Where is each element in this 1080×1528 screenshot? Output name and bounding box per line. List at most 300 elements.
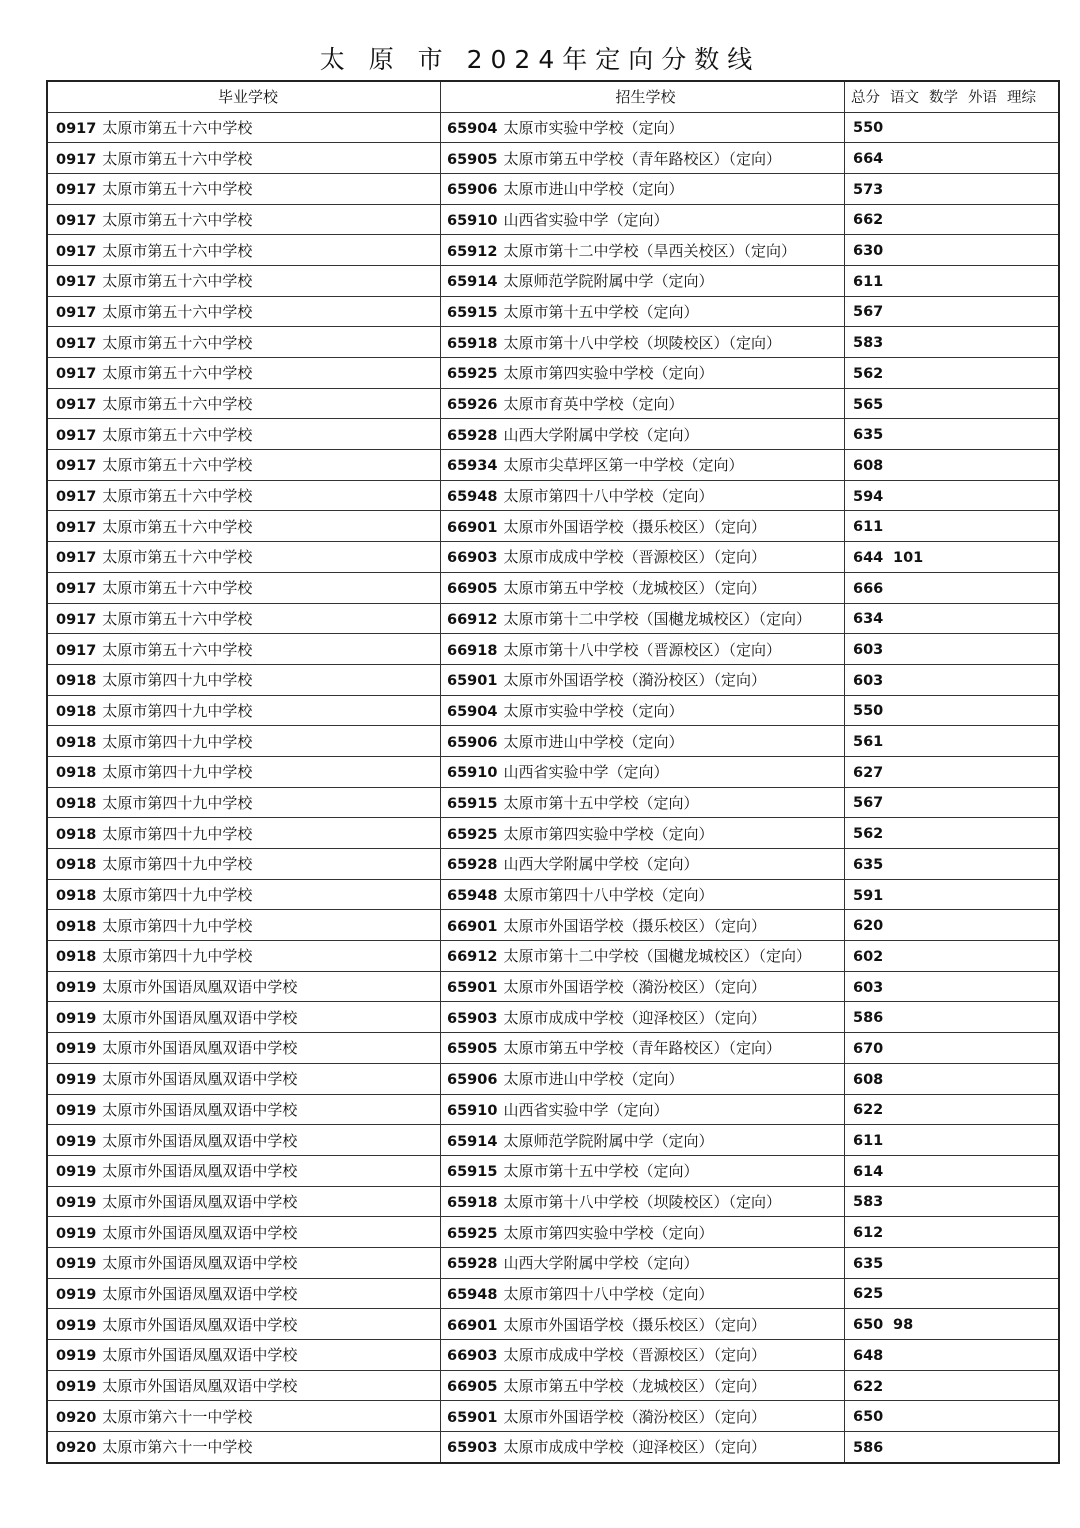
admission-school-name: 太原市成成中学校（晋源校区）（定向） xyxy=(503,1346,766,1365)
table-row xyxy=(47,235,1059,266)
graduate-school-name: 太原市第五十六中学校 xyxy=(102,118,253,137)
graduate-school-code: 0917 xyxy=(56,519,97,536)
total-score: 583 xyxy=(853,335,884,352)
admission-school-code: 66903 xyxy=(447,1348,498,1365)
total-score: 567 xyxy=(853,304,884,321)
score-cell xyxy=(845,1002,1060,1033)
admission-school-cell xyxy=(441,511,845,542)
graduate-school-name: 太原市外国语凤凰双语中学校 xyxy=(102,1070,298,1089)
admission-school-code: 65934 xyxy=(447,458,498,475)
admission-school-name: 太原市成成中学校（晋源校区）（定向） xyxy=(503,548,766,567)
graduate-school-code: 0919 xyxy=(56,1317,97,1334)
header-score-chinese: 语文 xyxy=(890,90,919,107)
score-cell xyxy=(845,327,1060,358)
admission-school-name: 太原市第五中学校（青年路校区）（定向） xyxy=(503,149,781,168)
admission-school-code: 65905 xyxy=(447,1041,498,1058)
graduate-school-cell xyxy=(47,879,441,910)
admission-school-code: 65906 xyxy=(447,1072,498,1089)
graduate-school-code: 0919 xyxy=(56,1286,97,1303)
table-row xyxy=(47,787,1059,818)
admission-school-name: 太原市第十二中学校（国樾龙城校区）（定向） xyxy=(503,609,811,628)
admission-school-name: 太原市第十八中学校（晋源校区）（定向） xyxy=(503,640,781,659)
table-row xyxy=(47,695,1059,726)
admission-school-code: 65901 xyxy=(447,673,498,690)
total-score: 627 xyxy=(853,764,884,781)
score-cell xyxy=(845,1401,1060,1432)
total-score: 648 xyxy=(853,1347,884,1364)
header-graduate-school: 毕业学校 xyxy=(47,81,441,112)
admission-school-cell xyxy=(441,849,845,880)
admission-school-cell xyxy=(441,1002,845,1033)
graduate-school-code: 0917 xyxy=(56,489,97,506)
score-cell xyxy=(845,204,1060,235)
total-score: 635 xyxy=(853,427,884,444)
admission-school-code: 65905 xyxy=(447,151,498,168)
admission-school-cell xyxy=(441,327,845,358)
score-cell xyxy=(845,511,1060,542)
admission-school-cell xyxy=(441,879,845,910)
admission-school-name: 太原市第十五中学校（定向） xyxy=(503,302,699,321)
total-score: 611 xyxy=(853,1133,884,1150)
graduate-school-name: 太原市外国语凤凰双语中学校 xyxy=(102,1192,298,1211)
graduate-school-code: 0918 xyxy=(56,765,97,782)
graduate-school-name: 太原市第四十九中学校 xyxy=(102,855,253,874)
graduate-school-code: 0919 xyxy=(56,1010,97,1027)
graduate-school-cell xyxy=(47,1002,441,1033)
graduate-school-code: 0919 xyxy=(56,1133,97,1150)
graduate-school-cell xyxy=(47,1432,441,1463)
graduate-school-code: 0917 xyxy=(56,304,97,321)
admission-school-name: 山西省实验中学（定向） xyxy=(503,763,669,782)
admission-school-cell xyxy=(441,1432,845,1463)
graduate-school-name: 太原市第五十六中学校 xyxy=(102,210,253,229)
graduate-school-code: 0917 xyxy=(56,366,97,383)
table-row xyxy=(47,1247,1059,1278)
graduate-school-code: 0918 xyxy=(56,949,97,966)
admission-school-code: 65925 xyxy=(447,366,498,383)
graduate-school-name: 太原市第五十六中学校 xyxy=(102,425,253,444)
table-row xyxy=(47,480,1059,511)
total-score: 567 xyxy=(853,795,884,812)
graduate-school-name: 太原市第五十六中学校 xyxy=(102,609,253,628)
graduate-school-cell xyxy=(47,1125,441,1156)
total-score: 562 xyxy=(853,826,884,843)
score-cell xyxy=(845,1125,1060,1156)
graduate-school-code: 0917 xyxy=(56,550,97,567)
score-cell xyxy=(845,1247,1060,1278)
admission-school-name: 太原市尖草坪区第一中学校（定向） xyxy=(503,456,744,475)
admission-school-code: 65912 xyxy=(447,243,498,260)
graduate-school-name: 太原市外国语凤凰双语中学校 xyxy=(102,1100,298,1119)
graduate-school-name: 太原市第五十六中学校 xyxy=(102,364,253,383)
admission-school-code: 65910 xyxy=(447,765,498,782)
admission-school-cell xyxy=(441,664,845,695)
graduate-school-cell xyxy=(47,818,441,849)
graduate-school-name: 太原市外国语凤凰双语中学校 xyxy=(102,1223,298,1242)
score-cell xyxy=(845,1186,1060,1217)
admission-school-cell xyxy=(441,756,845,787)
table-row xyxy=(47,296,1059,327)
graduate-school-name: 太原市第四十九中学校 xyxy=(102,886,253,905)
table-row xyxy=(47,879,1059,910)
score-cell xyxy=(845,1309,1060,1340)
score-cell xyxy=(845,910,1060,941)
graduate-school-code: 0917 xyxy=(56,611,97,628)
admission-school-code: 65928 xyxy=(447,857,498,874)
admission-school-name: 太原市进山中学校（定向） xyxy=(503,180,684,199)
graduate-school-cell xyxy=(47,1033,441,1064)
graduate-school-cell xyxy=(47,450,441,481)
admission-school-name: 太原市第五中学校（青年路校区）（定向） xyxy=(503,1039,781,1058)
graduate-school-cell xyxy=(47,910,441,941)
graduate-school-name: 太原市第五十六中学校 xyxy=(102,272,253,291)
admission-school-code: 65948 xyxy=(447,489,498,506)
graduate-school-cell xyxy=(47,388,441,419)
graduate-school-name: 太原市第五十六中学校 xyxy=(102,456,253,475)
total-score: 608 xyxy=(853,457,884,474)
total-score: 644 xyxy=(853,549,884,566)
admission-school-cell xyxy=(441,1063,845,1094)
table-row xyxy=(47,849,1059,880)
graduate-school-cell xyxy=(47,419,441,450)
score-cell xyxy=(845,1094,1060,1125)
graduate-school-code: 0917 xyxy=(56,397,97,414)
table-header-row xyxy=(47,81,1059,112)
score-cell xyxy=(845,450,1060,481)
graduate-school-code: 0919 xyxy=(56,1379,97,1396)
table-row xyxy=(47,173,1059,204)
admission-school-name: 太原市外国语学校（漪汾校区）（定向） xyxy=(503,671,766,690)
score-cell xyxy=(845,603,1060,634)
admission-school-cell xyxy=(441,603,845,634)
graduate-school-cell xyxy=(47,634,441,665)
graduate-school-code: 0917 xyxy=(56,243,97,260)
score-cell xyxy=(845,971,1060,1002)
total-score: 602 xyxy=(853,948,884,965)
table-row xyxy=(47,327,1059,358)
table-row xyxy=(47,1340,1059,1371)
graduate-school-code: 0917 xyxy=(56,212,97,229)
graduate-school-cell xyxy=(47,173,441,204)
admission-school-code: 65910 xyxy=(447,212,498,229)
score-cell xyxy=(845,235,1060,266)
admission-school-code: 66905 xyxy=(447,581,498,598)
graduate-school-cell xyxy=(47,235,441,266)
graduate-school-name: 太原市外国语凤凰双语中学校 xyxy=(102,978,298,997)
admission-school-name: 太原市实验中学校（定向） xyxy=(503,118,684,137)
admission-school-name: 太原市第十五中学校（定向） xyxy=(503,1162,699,1181)
score-cell xyxy=(845,634,1060,665)
table-row xyxy=(47,726,1059,757)
table-row xyxy=(47,634,1059,665)
total-score: 550 xyxy=(853,703,884,720)
score-cell xyxy=(845,173,1060,204)
graduate-school-cell xyxy=(47,112,441,143)
admission-school-code: 65915 xyxy=(447,304,498,321)
score-cell xyxy=(845,1370,1060,1401)
score-cell xyxy=(845,480,1060,511)
table-row xyxy=(47,1432,1059,1463)
graduate-school-name: 太原市第五十六中学校 xyxy=(102,579,253,598)
score-cell xyxy=(845,1217,1060,1248)
graduate-school-name: 太原市第五十六中学校 xyxy=(102,548,253,567)
score-cell xyxy=(845,1155,1060,1186)
graduate-school-code: 0917 xyxy=(56,182,97,199)
admission-school-name: 太原市外国语学校（漪汾校区）（定向） xyxy=(503,978,766,997)
graduate-school-code: 0919 xyxy=(56,1072,97,1089)
admission-school-code: 66901 xyxy=(447,519,498,536)
admission-school-name: 山西大学附属中学校（定向） xyxy=(503,1254,699,1273)
admission-school-code: 65904 xyxy=(447,703,498,720)
graduate-school-cell xyxy=(47,1094,441,1125)
admission-school-cell xyxy=(441,1155,845,1186)
admission-school-name: 山西大学附属中学校（定向） xyxy=(503,425,699,444)
admission-school-code: 66901 xyxy=(447,918,498,935)
admission-school-cell xyxy=(441,971,845,1002)
total-score: 670 xyxy=(853,1040,884,1057)
graduate-school-cell xyxy=(47,849,441,880)
graduate-school-code: 0919 xyxy=(56,1164,97,1181)
score-cell xyxy=(845,572,1060,603)
admission-school-name: 太原市进山中学校（定向） xyxy=(503,1070,684,1089)
graduate-school-name: 太原市第四十九中学校 xyxy=(102,793,253,812)
admission-school-cell xyxy=(441,787,845,818)
graduate-school-code: 0919 xyxy=(56,980,97,997)
admission-school-cell xyxy=(441,358,845,389)
table-row xyxy=(47,1217,1059,1248)
admission-school-code: 65903 xyxy=(447,1010,498,1027)
admission-school-cell xyxy=(441,910,845,941)
graduate-school-cell xyxy=(47,756,441,787)
graduate-school-cell xyxy=(47,1155,441,1186)
admission-school-code: 65915 xyxy=(447,1164,498,1181)
admission-school-name: 太原市外国语学校（摄乐校区）（定向） xyxy=(503,1315,766,1334)
admission-school-code: 65948 xyxy=(447,1286,498,1303)
graduate-school-name: 太原市第四十九中学校 xyxy=(102,701,253,720)
graduate-school-code: 0919 xyxy=(56,1194,97,1211)
admission-school-name: 太原市第四十八中学校（定向） xyxy=(503,1284,714,1303)
admission-school-name: 太原市外国语学校（漪汾校区）（定向） xyxy=(503,1407,766,1426)
graduate-school-code: 0918 xyxy=(56,673,97,690)
graduate-school-code: 0918 xyxy=(56,826,97,843)
admission-school-code: 65928 xyxy=(447,427,498,444)
admission-school-name: 太原市第十二中学校（国樾龙城校区）（定向） xyxy=(503,947,811,966)
graduate-school-name: 太原市外国语凤凰双语中学校 xyxy=(102,1315,298,1334)
admission-school-cell xyxy=(441,480,845,511)
graduate-school-cell xyxy=(47,572,441,603)
admission-school-code: 65903 xyxy=(447,1440,498,1457)
score-cell xyxy=(845,818,1060,849)
admission-school-name: 太原市第四十八中学校（定向） xyxy=(503,487,714,506)
admission-school-name: 太原市第十八中学校（坝陵校区）（定向） xyxy=(503,1192,781,1211)
graduate-school-name: 太原市外国语凤凰双语中学校 xyxy=(102,1284,298,1303)
graduate-school-cell xyxy=(47,1217,441,1248)
score-cell xyxy=(845,112,1060,143)
table-row xyxy=(47,204,1059,235)
table-row xyxy=(47,1002,1059,1033)
graduate-school-name: 太原市第五十六中学校 xyxy=(102,302,253,321)
graduate-school-name: 太原市第五十六中学校 xyxy=(102,333,253,352)
graduate-school-name: 太原市第五十六中学校 xyxy=(102,241,253,260)
admission-school-code: 65910 xyxy=(447,1102,498,1119)
admission-school-name: 太原市第四十八中学校（定向） xyxy=(503,886,714,905)
admission-school-cell xyxy=(441,726,845,757)
graduate-school-name: 太原市第四十九中学校 xyxy=(102,732,253,751)
admission-school-code: 65925 xyxy=(447,826,498,843)
admission-school-name: 太原市成成中学校（迎泽校区）（定向） xyxy=(503,1008,766,1027)
admission-school-name: 太原市成成中学校（迎泽校区）（定向） xyxy=(503,1438,766,1457)
admission-school-cell xyxy=(441,818,845,849)
graduate-school-name: 太原市第四十九中学校 xyxy=(102,763,253,782)
admission-school-code: 66901 xyxy=(447,1317,498,1334)
admission-school-name: 太原市第十二中学校（旱西关校区）（定向） xyxy=(503,241,796,260)
admission-school-name: 太原市育英中学校（定向） xyxy=(503,395,684,414)
graduate-school-cell xyxy=(47,511,441,542)
admission-school-cell xyxy=(441,634,845,665)
graduate-school-name: 太原市第六十一中学校 xyxy=(102,1438,253,1457)
admission-school-name: 山西大学附属中学校（定向） xyxy=(503,855,699,874)
table-row xyxy=(47,664,1059,695)
score-cell xyxy=(845,542,1060,573)
admission-school-code: 65918 xyxy=(447,1194,498,1211)
score-cell xyxy=(845,1278,1060,1309)
graduate-school-code: 0917 xyxy=(56,151,97,168)
admission-school-name: 太原市第十八中学校（坝陵校区）（定向） xyxy=(503,333,781,352)
graduate-school-name: 太原市第五十六中学校 xyxy=(102,180,253,199)
graduate-school-code: 0917 xyxy=(56,335,97,352)
score-cell xyxy=(845,296,1060,327)
total-score: 591 xyxy=(853,887,884,904)
table-row xyxy=(47,1033,1059,1064)
graduate-school-name: 太原市第四十九中学校 xyxy=(102,947,253,966)
admission-school-cell xyxy=(441,450,845,481)
graduate-school-cell xyxy=(47,695,441,726)
admission-school-cell xyxy=(441,1278,845,1309)
total-score: 666 xyxy=(853,580,884,597)
admission-school-cell xyxy=(441,388,845,419)
admission-school-cell xyxy=(441,542,845,573)
graduate-school-cell xyxy=(47,296,441,327)
total-score: 650 xyxy=(853,1317,884,1334)
admission-school-code: 65906 xyxy=(447,182,498,199)
graduate-school-cell xyxy=(47,204,441,235)
graduate-school-code: 0918 xyxy=(56,795,97,812)
admission-school-cell xyxy=(441,1186,845,1217)
admission-school-cell xyxy=(441,112,845,143)
total-score: 603 xyxy=(853,672,884,689)
admission-school-code: 65928 xyxy=(447,1256,498,1273)
admission-school-cell xyxy=(441,265,845,296)
graduate-school-cell xyxy=(47,1247,441,1278)
admission-school-name: 太原市外国语学校（摄乐校区）（定向） xyxy=(503,517,766,536)
table-row xyxy=(47,511,1059,542)
graduate-school-code: 0917 xyxy=(56,642,97,659)
score-table xyxy=(46,80,1060,1464)
table-row xyxy=(47,542,1059,573)
total-score: 625 xyxy=(853,1286,884,1303)
graduate-school-name: 太原市第四十九中学校 xyxy=(102,671,253,690)
graduate-school-name: 太原市外国语凤凰双语中学校 xyxy=(102,1377,298,1396)
graduate-school-code: 0918 xyxy=(56,857,97,874)
admission-school-name: 太原师范学院附属中学（定向） xyxy=(503,1131,714,1150)
admission-school-code: 65914 xyxy=(447,274,498,291)
header-score-math: 数学 xyxy=(929,90,958,107)
graduate-school-code: 0920 xyxy=(56,1409,97,1426)
table-row xyxy=(47,1278,1059,1309)
table-row xyxy=(47,1125,1059,1156)
admission-school-cell xyxy=(441,941,845,972)
graduate-school-code: 0918 xyxy=(56,918,97,935)
graduate-school-name: 太原市第五十六中学校 xyxy=(102,149,253,168)
graduate-school-code: 0919 xyxy=(56,1256,97,1273)
table-row xyxy=(47,143,1059,174)
graduate-school-cell xyxy=(47,542,441,573)
admission-school-cell xyxy=(441,1094,845,1125)
admission-school-code: 65914 xyxy=(447,1133,498,1150)
score-cell xyxy=(845,1340,1060,1371)
admission-school-code: 65901 xyxy=(447,1409,498,1426)
admission-school-code: 65925 xyxy=(447,1225,498,1242)
graduate-school-name: 太原市第五十六中学校 xyxy=(102,640,253,659)
score-cell xyxy=(845,1033,1060,1064)
graduate-school-name: 太原市第五十六中学校 xyxy=(102,487,253,506)
graduate-school-code: 0918 xyxy=(56,734,97,751)
total-score: 594 xyxy=(853,488,884,505)
total-score: 634 xyxy=(853,611,884,628)
table-row xyxy=(47,1094,1059,1125)
score-cell xyxy=(845,1063,1060,1094)
page-title: 太 原 市 2024年定向分数线 xyxy=(319,45,761,74)
admission-school-name: 太原市第四实验中学校（定向） xyxy=(503,824,714,843)
admission-school-cell xyxy=(441,204,845,235)
admission-school-code: 65904 xyxy=(447,120,498,137)
graduate-school-code: 0917 xyxy=(56,427,97,444)
table-row xyxy=(47,419,1059,450)
graduate-school-cell xyxy=(47,787,441,818)
admission-school-code: 66905 xyxy=(447,1379,498,1396)
header-score-science: 理综 xyxy=(1007,90,1036,107)
admission-school-cell xyxy=(441,1217,845,1248)
table-row xyxy=(47,756,1059,787)
admission-school-name: 太原市进山中学校（定向） xyxy=(503,732,684,751)
admission-school-name: 山西省实验中学（定向） xyxy=(503,1100,669,1119)
total-score: 635 xyxy=(853,1255,884,1272)
admission-school-code: 66903 xyxy=(447,550,498,567)
admission-school-cell xyxy=(441,1401,845,1432)
total-score: 561 xyxy=(853,734,884,751)
graduate-school-code: 0917 xyxy=(56,458,97,475)
graduate-school-code: 0918 xyxy=(56,888,97,905)
header-score-foreign-language: 外语 xyxy=(968,90,997,107)
score-cell xyxy=(845,419,1060,450)
total-score: 586 xyxy=(853,1439,884,1456)
score-cell xyxy=(845,358,1060,389)
admission-school-name: 太原市第五中学校（龙城校区）（定向） xyxy=(503,1377,766,1396)
total-score: 603 xyxy=(853,979,884,996)
total-score: 611 xyxy=(853,273,884,290)
score-cell xyxy=(845,695,1060,726)
graduate-school-cell xyxy=(47,664,441,695)
graduate-school-code: 0920 xyxy=(56,1440,97,1457)
score-cell xyxy=(845,849,1060,880)
header-admission-school: 招生学校 xyxy=(441,81,845,112)
total-score: 562 xyxy=(853,365,884,382)
table-row xyxy=(47,941,1059,972)
admission-school-cell xyxy=(441,235,845,266)
admission-school-name: 太原市实验中学校（定向） xyxy=(503,701,684,720)
score-cell xyxy=(845,388,1060,419)
admission-school-cell xyxy=(441,695,845,726)
